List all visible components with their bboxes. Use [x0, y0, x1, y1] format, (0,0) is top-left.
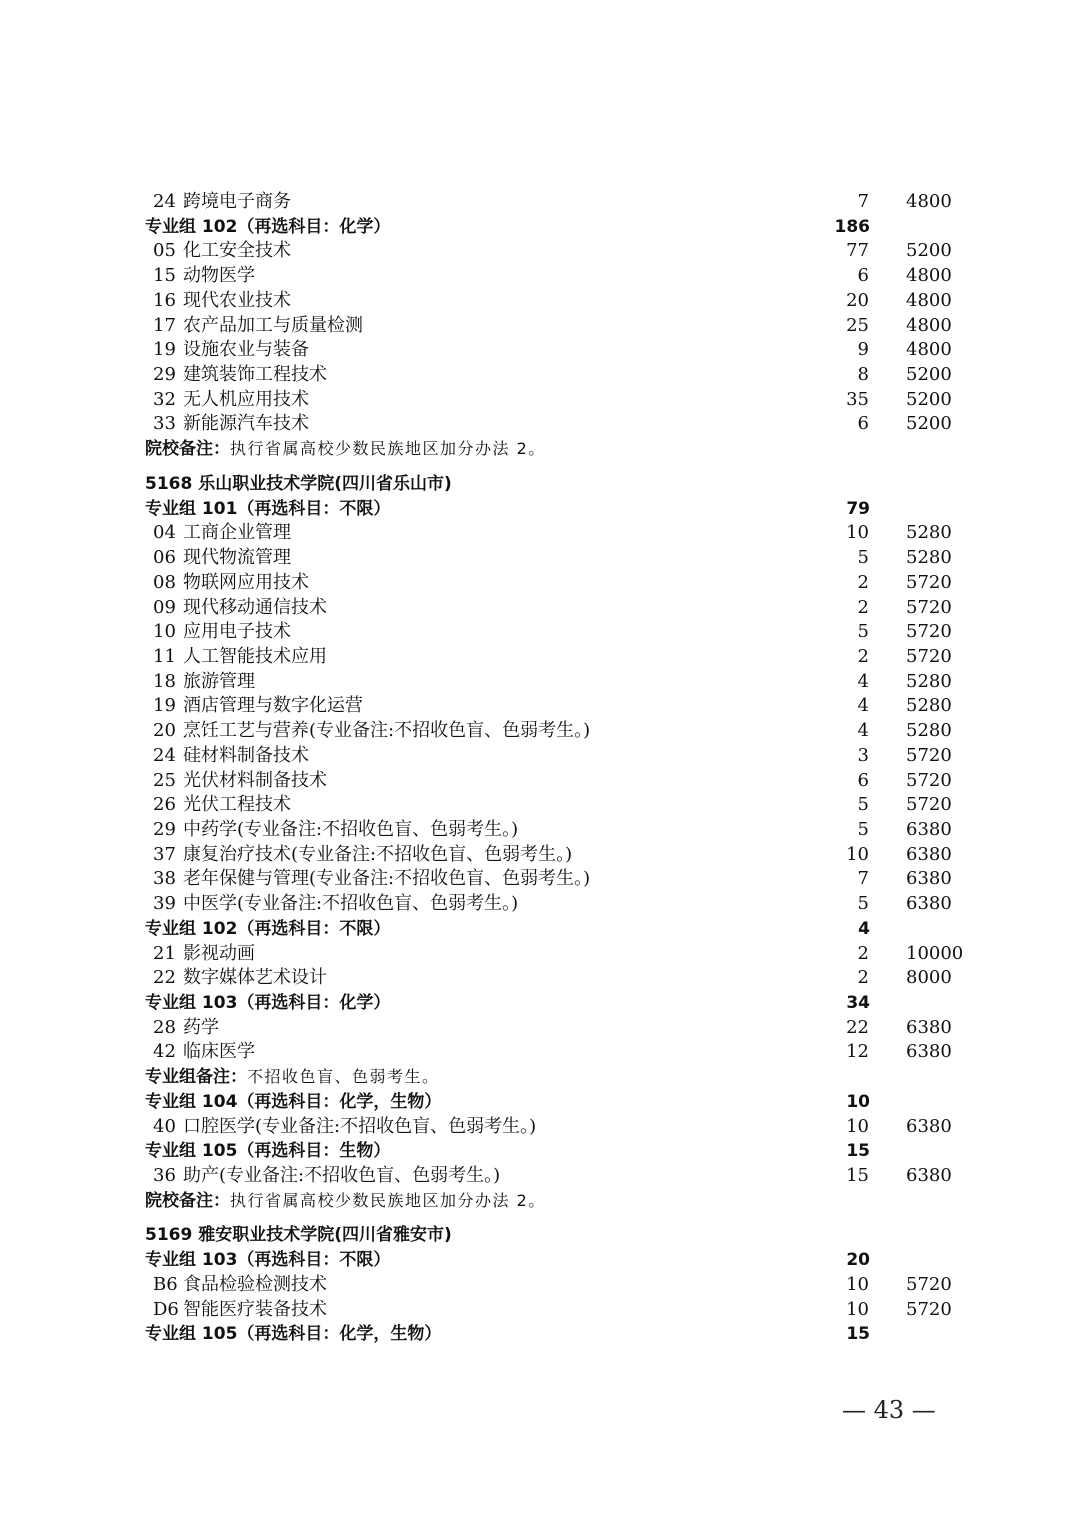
major-code: 16 — [153, 289, 176, 311]
major-code: 06 — [153, 547, 176, 569]
major-name: 现代农业技术 — [183, 289, 291, 311]
remark-text: 执行省属高校少数民族地区加分办法 2。 — [230, 439, 546, 459]
major-name: 口腔医学(专业备注:不招收色盲、色弱考生。) — [183, 1115, 537, 1137]
major-name: 现代移动通信技术 — [183, 596, 327, 618]
major-code: 05 — [153, 240, 176, 262]
tuition-fee: 4800 — [906, 265, 952, 287]
major-code: 29 — [153, 364, 176, 386]
tuition-fee: 5720 — [906, 744, 952, 766]
group-count: 186 — [834, 216, 870, 237]
enrollment-count: 2 — [857, 596, 869, 618]
enrollment-count: 15 — [846, 1165, 869, 1187]
major-row — [0, 843, 1080, 868]
major-code: 04 — [153, 522, 176, 544]
major-name: 无人机应用技术 — [183, 388, 309, 410]
major-name: 临床医学 — [183, 1041, 255, 1063]
major-group-row — [0, 1139, 1080, 1164]
major-code: 19 — [153, 695, 176, 717]
school-row — [0, 472, 1080, 497]
major-name: 新能源汽车技术 — [183, 413, 309, 435]
major-name: 农产品加工与质量检测 — [183, 314, 363, 336]
major-name: 中药学(专业备注:不招收色盲、色弱考生。) — [183, 818, 519, 840]
group-count: 10 — [846, 1091, 870, 1112]
major-row — [0, 338, 1080, 363]
enrollment-count: 6 — [857, 769, 869, 791]
major-code: 08 — [153, 571, 176, 593]
tuition-fee: 5280 — [906, 522, 952, 544]
major-name: 设施农业与装备 — [183, 339, 309, 361]
major-row — [0, 645, 1080, 670]
school-name: 5169 雅安职业技术学院(四川省雅安市) — [145, 1225, 452, 1246]
major-code: 10 — [153, 621, 176, 643]
tuition-fee: 5200 — [906, 240, 952, 262]
tuition-fee: 5280 — [906, 695, 952, 717]
group-count: 15 — [846, 1141, 870, 1162]
group-count: 34 — [846, 993, 870, 1013]
major-group-row — [0, 1090, 1080, 1115]
enrollment-count: 2 — [857, 967, 869, 989]
major-group-row — [0, 917, 1080, 942]
major-row — [0, 546, 1080, 571]
group-count: 4 — [858, 918, 870, 939]
major-code: 28 — [153, 1016, 176, 1038]
major-name: 中医学(专业备注:不招收色盲、色弱考生。) — [183, 893, 519, 915]
enrollment-count: 5 — [857, 818, 869, 840]
major-code: D6 — [153, 1298, 179, 1320]
enrollment-count: 6 — [857, 413, 869, 435]
major-code: 22 — [153, 967, 176, 989]
major-code: 42 — [153, 1041, 176, 1063]
major-row — [0, 867, 1080, 892]
remark — [145, 437, 546, 462]
major-row — [0, 521, 1080, 546]
enrollment-count: 2 — [857, 571, 869, 593]
major-row — [0, 264, 1080, 289]
tuition-fee: 6380 — [906, 1041, 952, 1063]
tuition-fee: 5200 — [906, 364, 952, 386]
remark-text: 不招收色盲、色弱考生。 — [247, 1067, 440, 1087]
major-group-label: 专业组 105（再选科目：化学，生物） — [145, 1324, 442, 1345]
major-name: 跨境电子商务 — [183, 191, 291, 212]
major-code: 24 — [153, 191, 176, 212]
enrollment-count: 3 — [857, 744, 869, 766]
enrollment-count: 10 — [846, 1298, 869, 1320]
major-row — [0, 719, 1080, 744]
enrollment-count: 7 — [857, 191, 869, 212]
group-count: 20 — [846, 1250, 870, 1271]
school-name: 5168 乐山职业技术学院(四川省乐山市) — [145, 473, 452, 494]
major-row — [0, 818, 1080, 843]
major-code: 25 — [153, 769, 176, 791]
major-row — [0, 388, 1080, 413]
remark-text: 执行省属高校少数民族地区加分办法 2。 — [230, 1190, 546, 1210]
major-code: 24 — [153, 744, 176, 766]
major-name: 食品检验检测技术 — [183, 1273, 327, 1295]
major-row — [0, 966, 1080, 991]
enrollment-count: 10 — [846, 843, 869, 865]
major-name: 康复治疗技术(专业备注:不招收色盲、色弱考生。) — [183, 843, 573, 865]
enrollment-count: 2 — [857, 645, 869, 667]
major-name: 现代物流管理 — [183, 547, 291, 569]
major-row — [0, 596, 1080, 621]
major-name: 烹饪工艺与营养(专业备注:不招收色盲、色弱考生。) — [183, 720, 591, 742]
major-row — [0, 1016, 1080, 1041]
major-code: 38 — [153, 868, 176, 890]
page-number: — 43 — — [842, 1396, 936, 1424]
remark-row — [0, 1189, 1080, 1214]
group-count: 79 — [846, 498, 870, 519]
major-code: 09 — [153, 596, 176, 618]
major-code: 21 — [153, 942, 176, 964]
major-row — [0, 694, 1080, 719]
major-group-label: 专业组 102（再选科目：化学） — [145, 216, 391, 237]
major-code: 37 — [153, 843, 176, 865]
major-code: 26 — [153, 794, 176, 816]
major-code: 19 — [153, 339, 176, 361]
enrollment-count: 4 — [857, 695, 869, 717]
enrollment-count: 22 — [846, 1016, 869, 1038]
major-name: 药学 — [183, 1016, 219, 1038]
major-row — [0, 670, 1080, 695]
major-name: 工商企业管理 — [183, 522, 291, 544]
major-name: 助产(专业备注:不招收色盲、色弱考生。) — [183, 1165, 501, 1187]
major-name: 老年保健与管理(专业备注:不招收色盲、色弱考生。) — [183, 868, 591, 890]
major-code: 15 — [153, 265, 176, 287]
major-name: 人工智能技术应用 — [183, 645, 327, 667]
school-row — [0, 1223, 1080, 1248]
tuition-fee: 5280 — [906, 547, 952, 569]
major-name: 应用电子技术 — [183, 621, 291, 643]
major-row — [0, 744, 1080, 769]
major-name: 酒店管理与数字化运营 — [183, 695, 363, 717]
major-code: 29 — [153, 818, 176, 840]
tuition-fee: 5720 — [906, 645, 952, 667]
major-name: 建筑装饰工程技术 — [183, 364, 327, 386]
enrollment-count: 5 — [857, 893, 869, 915]
remark-label: 院校备注： — [145, 1190, 230, 1211]
major-name: 化工安全技术 — [183, 240, 291, 262]
major-row — [0, 1273, 1080, 1298]
tuition-fee: 6380 — [906, 868, 952, 890]
enrollment-count: 10 — [846, 522, 869, 544]
enrollment-count: 5 — [857, 794, 869, 816]
enrollment-count: 4 — [857, 720, 869, 742]
enrollment-count: 4 — [857, 670, 869, 692]
major-code: 40 — [153, 1115, 176, 1137]
remark-label: 专业组备注： — [145, 1067, 247, 1088]
tuition-fee: 5720 — [906, 596, 952, 618]
major-name: 动物医学 — [183, 265, 255, 287]
major-name: 旅游管理 — [183, 670, 255, 692]
major-group-row — [0, 1248, 1080, 1273]
tuition-fee: 5720 — [906, 1273, 952, 1295]
tuition-fee: 5280 — [906, 670, 952, 692]
major-code: 39 — [153, 893, 176, 915]
group-count: 15 — [846, 1324, 870, 1345]
major-row — [0, 620, 1080, 645]
major-code: 20 — [153, 720, 176, 742]
enrollment-count: 9 — [857, 339, 869, 361]
major-code: B6 — [153, 1273, 178, 1295]
tuition-fee: 4800 — [906, 191, 952, 212]
major-group-row — [0, 497, 1080, 522]
remark — [145, 1065, 440, 1090]
tuition-fee: 4800 — [906, 314, 952, 336]
major-row — [0, 1115, 1080, 1140]
tuition-fee: 5720 — [906, 769, 952, 791]
major-name: 影视动画 — [183, 942, 255, 964]
major-group-label: 专业组 105（再选科目：生物） — [145, 1141, 391, 1162]
tuition-fee: 6380 — [906, 843, 952, 865]
remark-row — [0, 1065, 1080, 1090]
major-code: 33 — [153, 413, 176, 435]
major-group-label: 专业组 101（再选科目：不限） — [145, 498, 391, 519]
enrollment-count: 77 — [846, 240, 869, 262]
major-name: 智能医疗装备技术 — [183, 1298, 327, 1320]
major-row — [0, 793, 1080, 818]
tuition-fee: 10000 — [906, 942, 964, 964]
enrollment-count: 10 — [846, 1273, 869, 1295]
tuition-fee: 4800 — [906, 339, 952, 361]
major-row — [0, 190, 1080, 215]
major-row — [0, 942, 1080, 967]
major-group-row — [0, 991, 1080, 1016]
major-group-label: 专业组 102（再选科目：不限） — [145, 918, 391, 939]
major-row — [0, 769, 1080, 794]
major-group-row — [0, 215, 1080, 240]
major-row — [0, 412, 1080, 437]
tuition-fee: 6380 — [906, 893, 952, 915]
tuition-fee: 5720 — [906, 794, 952, 816]
major-row — [0, 892, 1080, 917]
tuition-fee: 6380 — [906, 1165, 952, 1187]
major-row — [0, 289, 1080, 314]
enrollment-count: 12 — [846, 1041, 869, 1063]
tuition-fee: 5720 — [906, 621, 952, 643]
major-code: 32 — [153, 388, 176, 410]
tuition-fee: 6380 — [906, 818, 952, 840]
major-code: 18 — [153, 670, 176, 692]
enrollment-count: 20 — [846, 289, 869, 311]
major-name: 光伏材料制备技术 — [183, 769, 327, 791]
major-name: 数字媒体艺术设计 — [183, 967, 327, 989]
tuition-fee: 8000 — [906, 967, 952, 989]
major-row — [0, 571, 1080, 596]
enrollment-plan-table — [0, 190, 1080, 1347]
major-row — [0, 239, 1080, 264]
tuition-fee: 5200 — [906, 413, 952, 435]
remark-label: 院校备注： — [145, 439, 230, 460]
remark — [145, 1189, 546, 1214]
enrollment-count: 10 — [846, 1115, 869, 1137]
major-group-label: 专业组 104（再选科目：化学，生物） — [145, 1091, 442, 1112]
tuition-fee: 6380 — [906, 1016, 952, 1038]
remark-row — [0, 437, 1080, 462]
enrollment-count: 5 — [857, 547, 869, 569]
major-name: 光伏工程技术 — [183, 794, 291, 816]
tuition-fee: 5720 — [906, 571, 952, 593]
enrollment-count: 5 — [857, 621, 869, 643]
enrollment-count: 6 — [857, 265, 869, 287]
tuition-fee: 6380 — [906, 1115, 952, 1137]
major-row — [0, 314, 1080, 339]
major-code: 17 — [153, 314, 176, 336]
tuition-fee: 4800 — [906, 289, 952, 311]
major-name: 物联网应用技术 — [183, 571, 309, 593]
tuition-fee: 5280 — [906, 720, 952, 742]
enrollment-count: 25 — [846, 314, 869, 336]
major-group-label: 专业组 103（再选科目：不限） — [145, 1250, 391, 1271]
major-row — [0, 1164, 1080, 1189]
enrollment-count: 2 — [857, 942, 869, 964]
major-row — [0, 1298, 1080, 1323]
tuition-fee: 5720 — [906, 1298, 952, 1320]
major-group-row — [0, 1322, 1080, 1347]
tuition-fee: 5200 — [906, 388, 952, 410]
enrollment-count: 8 — [857, 364, 869, 386]
major-name: 硅材料制备技术 — [183, 744, 309, 766]
major-row — [0, 1040, 1080, 1065]
major-row — [0, 363, 1080, 388]
major-group-label: 专业组 103（再选科目：化学） — [145, 993, 391, 1013]
enrollment-count: 7 — [857, 868, 869, 890]
major-code: 36 — [153, 1165, 176, 1187]
enrollment-count: 35 — [846, 388, 869, 410]
major-code: 11 — [153, 645, 176, 667]
